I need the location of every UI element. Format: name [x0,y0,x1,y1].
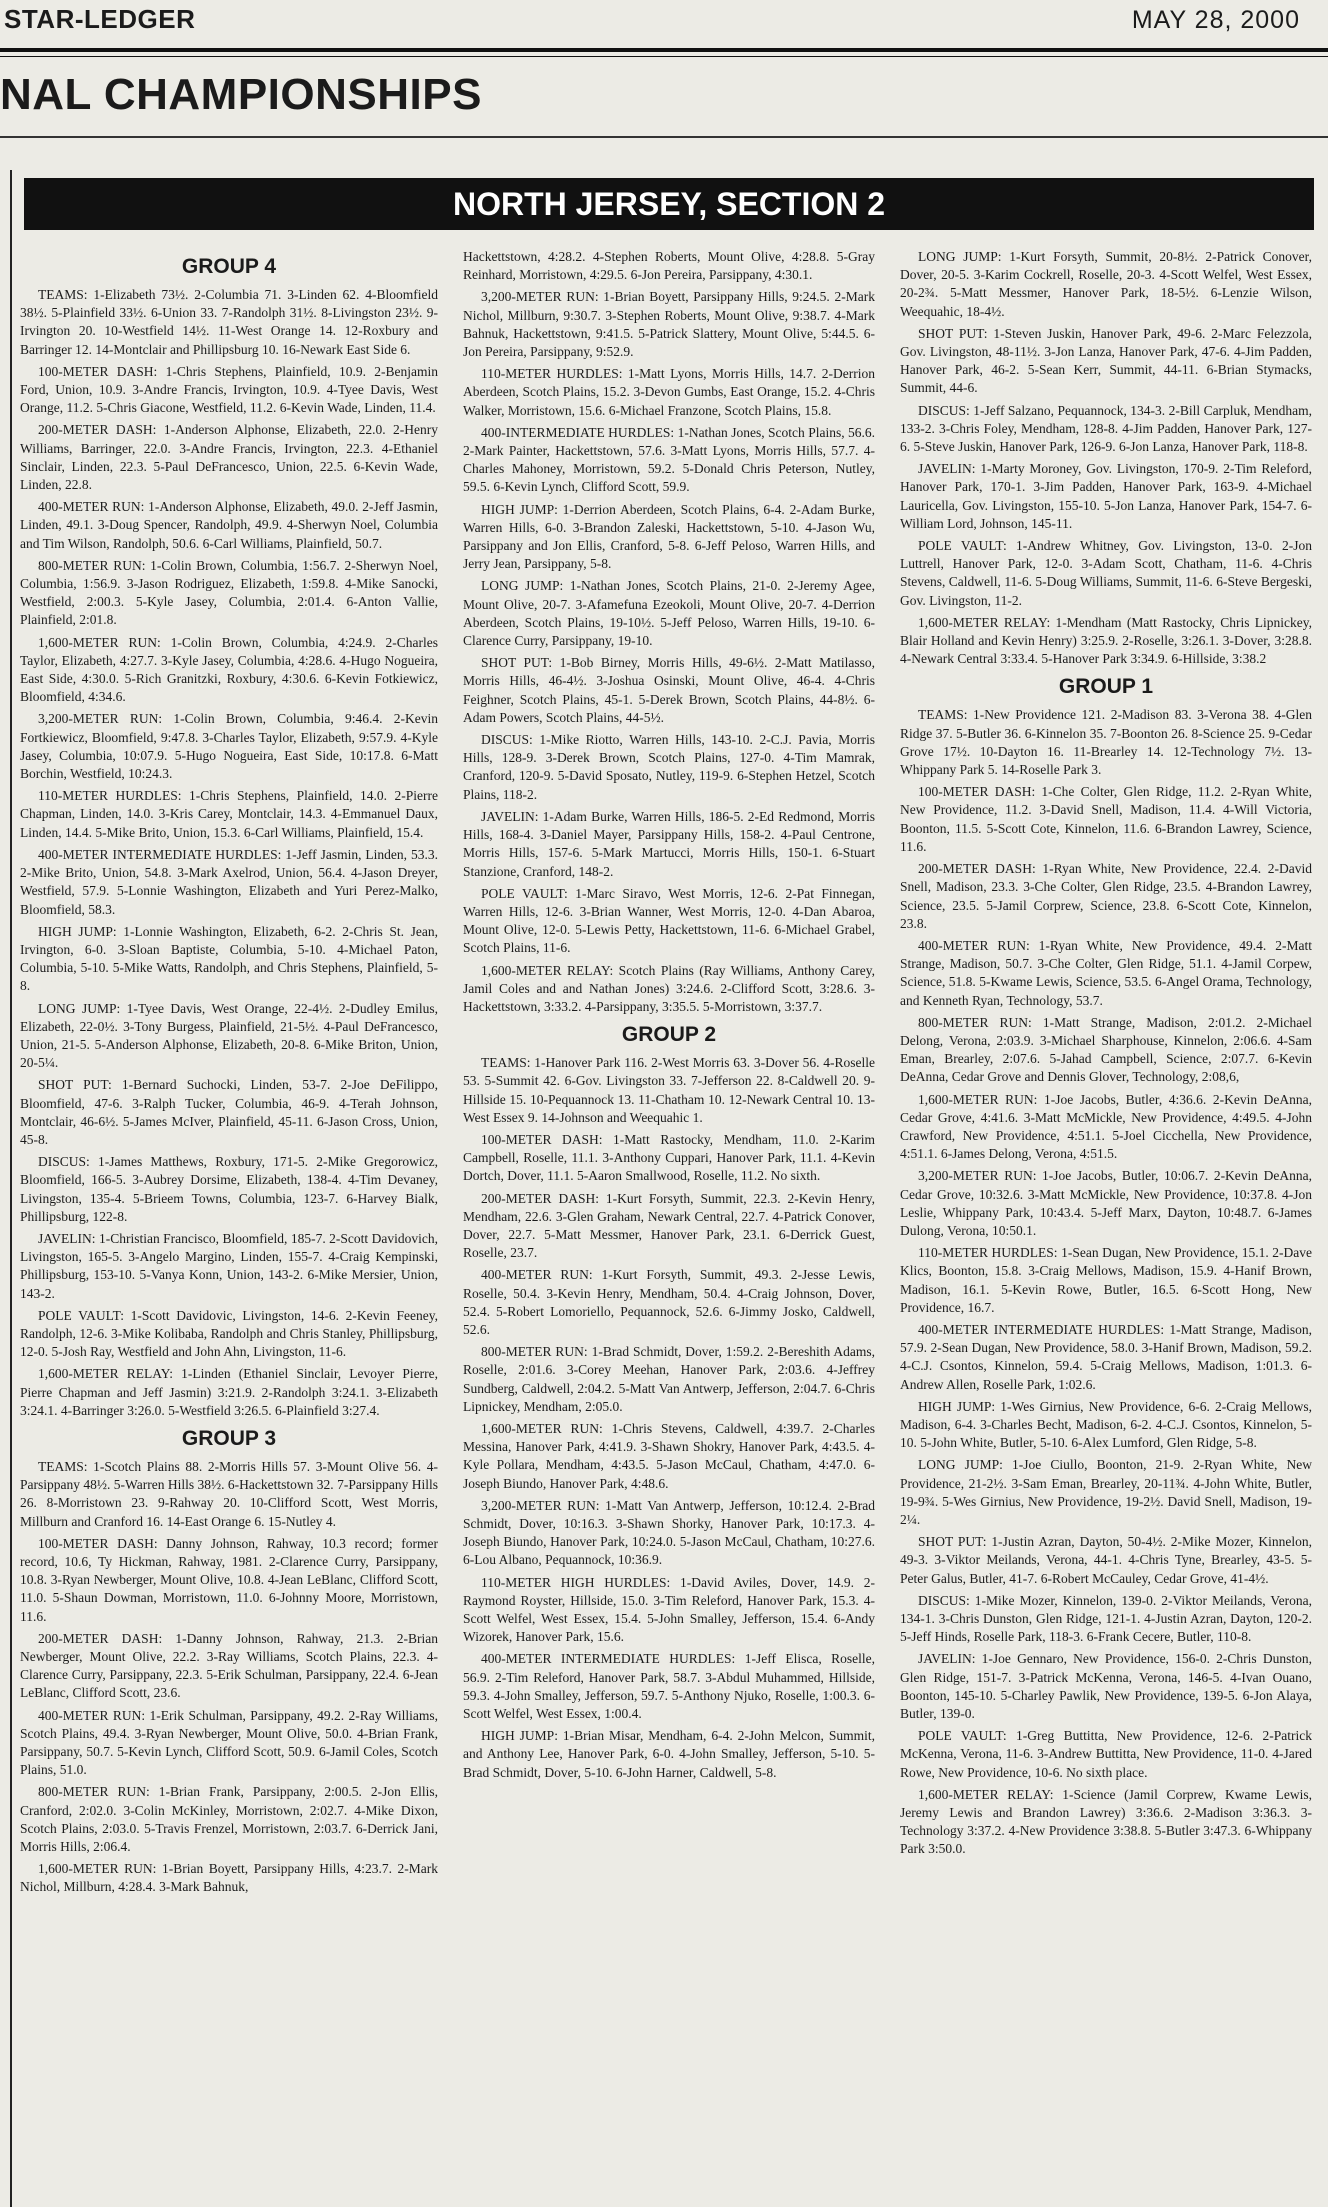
group-heading: GROUP 2 [621,1023,717,1047]
result-paragraph: 100-METER DASH: 1-Matt Rastocky, Mendham, 11.0. 2-Karim Campbell, Roselle, 11.1. 3-Anthony Cuppari, Hanover Park, 11.1. 4-Kevin Dortch, Dover, 11.1. 5-Aaron Smallwood, Roselle, 11.2. No sixth. [463,1131,875,1184]
result-paragraph: 200-METER DASH: 1-Danny Johnson, Rahway, 21.3. 2-Brian Newberger, Mount Olive, 22.2. 3-Ray Williams, Scotch Plains, 22.3. 4-Clarence Curry, Parsippany, 22.3. 5-Erik Schulman, Parsippany, 22.4. 6-Jean LeBlanc, Clifford Scott, 23.6. [20,1630,438,1701]
column-1 [20,248,438,1901]
result-paragraph: 1,600-METER RUN: 1-Chris Stevens, Caldwell, 4:39.7. 2-Charles Messina, Hanover Park, 4:41.9. 3-Shawn Shokry, Hanover Park, 4:43.5. 4-Kyle Pollara, Mendham, 4:43.5. 5-Jason McCaul, Chatham, 4:47.0. 6-Joseph Biundo, Hanover Park, 4:48.6. [463,1420,875,1491]
result-paragraph: DISCUS: 1-Mike Riotto, Warren Hills, 143-10. 2-C.J. Pavia, Morris Hills, 128-9. 3-Derek Brown, Scotch Plains, 127-0. 4-Tim Mamrak, Cranford, 120-9. 5-David Sposato, Nutley, 119-9. 6-Stephen Hetzel, Scotch Plains, 118-2. [463,732,875,802]
result-paragraph: 100-METER DASH: Danny Johnson, Rahway, 10.3 record; former record, 10.6, Ty Hickman, Rahway, 1981. 2-Clarence Curry, Parsippany, 10.8. 3-Ryan Newberger, Mount Olive, 10.8. 4-Jean LeBlanc, Clifford Scott, 11.0. 5-Shaun Dowman, Morristown, 11.0. 6-Johnny Moore, Morristown, 11.6. [20,1535,438,1624]
result-paragraph: 200-METER DASH: 1-Anderson Alphonse, Elizabeth, 22.0. 2-Henry Williams, Barringer, 22.0. 3-Andre Francis, Irvington, 22.3. 4-Ethaniel Sinclair, Linden, 22.3. 5-Paul DeFrancesco, Union, 22.5. 6-Kevin Wade, Linden, 22.8. [20,422,438,493]
headline-rule [0,136,1328,138]
result-paragraph: SHOT PUT: 1-Justin Azran, Dayton, 50-4½. 2-Mike Mozer, Kinnelon, 49-3. 3-Viktor Meilands, Verona, 44-1. 4-Chris Tyne, Brearley, 43-5. 5-Peter Galus, Butler, 41-7. 6-Robert McCauley, Cedar Grove, 41-4½. [900,1534,1312,1586]
result-paragraph: LONG JUMP: 1-Tyee Davis, West Orange, 22-4½. 2-Dudley Emilus, Elizabeth, 22-0½. 3-Tony Burgess, Plainfield, 21-5½. 4-Paul DeFrancesco, Union, 21-5. 5-Anderson Alphonse, Elizabeth, 20-8. 6-Mike Briton, Union, 20-5¼. [20,1000,438,1071]
result-paragraph: 800-METER RUN: 1-Brian Frank, Parsippany, 2:00.5. 2-Jon Ellis, Cranford, 2:02.0. 3-Colin McKinley, Morristown, 2:02.7. 4-Mike Dixon, Scotch Plains, 2:03.0. 5-Travis Frenzel, Morristown, 2:03.7. 6-Derrick Jani, Morris Hills, 2:06.4. [20,1784,438,1855]
result-paragraph: 110-METER HIGH HURDLES: 1-David Aviles, Dover, 14.9. 2-Raymond Royster, Hillside, 15.0. 3-Tim Releford, Hanover Park, 15.3. 4-Scott Welfel, West Essex, 15.4. 5-John Smalley, Jefferson, 15.4. 6-Andy Wizorek, Hanover Park, 15.6. [463,1574,875,1645]
result-paragraph: 1,600-METER RUN: 1-Colin Brown, Columbia, 4:24.9. 2-Charles Taylor, Elizabeth, 4:27.7. 3-Kyle Jasey, Columbia, 4:28.6. 4-Hugo Nogueira, East Side, 4:30.0. 5-Rich Granitzki, Roxbury, 4:30.6. 6-Kevin Fotkiewicz, Bloomfield, 4:34.6. [20,634,438,705]
group-heading: GROUP 1 [1058,675,1154,699]
page-headline: NAL CHAMPIONSHIPS [0,70,482,119]
result-paragraph: POLE VAULT: 1-Greg Buttitta, New Providence, 12-6. 2-Patrick McKenna, Verona, 11-6. 3-Andrew Buttitta, New Providence, 11-0. 4-Jared Rowe, New Providence, 10-6. No sixth place. [900,1728,1312,1780]
result-paragraph: JAVELIN: 1-Adam Burke, Warren Hills, 186-5. 2-Ed Redmond, Morris Hills, 168-4. 3-Daniel Mayer, Parsippany Hills, 158-2. 4-Paul Centrone, Morris Hills, 157-6. 5-Mark Martucci, Morris Hills, 150-1. 6-Stuart Stanzione, Cranford, 148-2. [463,808,875,879]
result-paragraph: LONG JUMP: 1-Nathan Jones, Scotch Plains, 21-0. 2-Jeremy Agee, Mount Olive, 20-7. 3-Afamefuna Ezeokoli, Mount Olive, 20-7. 4-Derrion Aberdeen, Scotch Plains, 19-10½. 5-Jeff Peloso, Warren Hills, 19-10. 6-Clarence Curry, Parsippany, 19-10. [463,578,875,649]
result-paragraph: 200-METER DASH: 1-Kurt Forsyth, Summit, 22.3. 2-Kevin Henry, Mendham, 22.6. 3-Glen Graham, Newark Central, 22.7. 4-Patrick Conover, Dover, 22.7. 5-Matt Messmer, Hanover Park, 23.1. 6-Derrick Guest, Roselle, 23.7. [463,1190,875,1261]
column-3 [900,248,1312,1863]
result-paragraph: 400-INTERMEDIATE HURDLES: 1-Nathan Jones, Scotch Plains, 56.6. 2-Mark Painter, Hackettstown, 57.6. 3-Matt Lyons, Morris Hills, 57.7. 4-Charles Mahoney, Morristown, 59.2. 5-Donald Chris Peterson, Nutley, 59.5. 6-Kevin Lynch, Clifford Scott, 59.9. [463,424,875,495]
result-paragraph: 1,600-METER RELAY: 1-Mendham (Matt Rastocky, Chris Lipnickey, Blair Holland and Kevin Henry) 3:25.9. 2-Roselle, 3:26.1. 3-Dover, 3:28.8. 4-Newark Central 3:33.4. 5-Hanover Park 3:34.9. 6-Hillside, 3:38.2 [900,614,1312,667]
result-paragraph: 3,200-METER RUN: 1-Colin Brown, Columbia, 9:46.4. 2-Kevin Fortkiewicz, Bloomfield, 9:47.8. 3-Charles Taylor, Elizabeth, 9:57.9. 4-Kyle Jasey, Columbia, 10:07.9. 5-Hugo Nogueira, East Side, 10:17.8. 6-Matt Borchin, Westfield, 10:24.3. [20,711,438,782]
issue-date: MAY 28, 2000 [1131,6,1300,34]
result-paragraph: DISCUS: 1-James Matthews, Roxbury, 171-5. 2-Mike Gregorowicz, Bloomfield, 166-5. 3-Aubrey Dorsime, Elizabeth, 138-4. 4-Tim Devaney, Livingston, 135-4. 5-Brieem Towns, Columbia, 123-7. 6-Harvey Bialk, Phillipsburg, 122-8. [20,1154,438,1224]
result-paragraph: 400-METER RUN: 1-Kurt Forsyth, Summit, 49.3. 2-Jesse Lewis, Roselle, 50.4. 3-Kevin Henry, Mendham, 50.4. 4-Craig Johnson, Dover, 52.4. 5-Robert Lomoriello, Pequannock, 52.6. 6-Jimmy Josko, Caldwell, 52.6. [463,1267,875,1337]
result-paragraph: POLE VAULT: 1-Marc Siravo, West Morris, 12-6. 2-Pat Finnegan, Warren Hills, 12-6. 3-Brian Wanner, West Morris, 12-0. 4-Dan Abaroa, Mount Olive, 12-0. 5-Lewis Petty, Hackettstown, 11-6. 6-Michael Grabel, Scotch Plains, 11-6. [463,885,875,956]
result-paragraph: POLE VAULT: 1-Andrew Whitney, Gov. Livingston, 13-0. 2-Jon Luttrell, Hanover Park, 12-0. 3-Adam Scott, Chatham, 11-6. 4-Chris Stevens, Caldwell, 11-6. 5-Doug Williams, Summit, 11-6. 6-Steve Bergeski, Gov. Livingston, 11-2. [900,538,1312,608]
group-heading: GROUP 4 [181,255,277,278]
masthead-thin-rule [0,56,1328,57]
result-paragraph: 1,600-METER RELAY: 1-Linden (Ethaniel Sinclair, Levoyer Pierre, Pierre Chapman and Jeff Jasmin) 3:21.9. 2-Randolph 3:24.1. 3-Elizabeth 3:24.1. 4-Barringer 3:26.0. 5-Westfield 3:26.5. 6-Plainfield 3:27.4. [20,1366,438,1418]
result-paragraph: 110-METER HURDLES: 1-Chris Stephens, Plainfield, 14.0. 2-Pierre Chapman, Linden, 14.0. 3-Kris Carey, Montclair, 14.3. 4-Emmanuel Daux, Linden, 14.4. 5-Mike Brito, Union, 15.3. 6-Carl Williams, Plainfield, 15.4. [20,788,438,840]
result-paragraph: 400-METER RUN: 1-Erik Schulman, Parsippany, 49.2. 2-Ray Williams, Scotch Plains, 49.4. 3-Ryan Newberger, Mount Olive, 50.0. 4-Brian Frank, Parsippany, 50.7. 5-Kevin Lynch, Clifford Scott, 50.9. 6-Jamil Coles, Scotch Plains, 51.0. [20,1707,438,1778]
result-paragraph: 400-METER INTERMEDIATE HURDLES: 1-Jeff Jasmin, Linden, 53.3. 2-Mike Brito, Union, 54.8. 3-Mark Axelrod, Union, 56.4. 4-Jason Dreyer, Westfield, 57.9. 5-Lonnie Washington, Elizabeth and Yuri Perez-Malko, Bloomfield, 58.3. [20,846,438,917]
result-paragraph: 110-METER HURDLES: 1-Matt Lyons, Morris Hills, 14.7. 2-Derrion Aberdeen, Scotch Plains, 15.2. 3-Devon Gumbs, East Orange, 15.2. 4-Chris Walker, Morristown, 15.6. 6-Michael Franzone, Scotch Plains, 15.8. [463,366,875,418]
result-paragraph: SHOT PUT: 1-Steven Juskin, Hanover Park, 49-6. 2-Marc Felezzola, Gov. Livingston, 48-11½. 3-Jon Lanza, Hanover Park, 47-6. 4-Jim Padden, Hanover Park, 46-2. 5-Sean Kerr, Summit, 44-11. 6-Brian Stymacks, Summit, 44-6. [900,325,1312,396]
result-paragraph: LONG JUMP: 1-Joe Ciullo, Boonton, 21-9. 2-Ryan White, New Providence, 21-2½. 3-Sam Eman, Brearley, 20-11¾. 4-John White, Butler, 19-9¾. 5-Wes Girnius, New Providence, 19-2½. David Snell, Madison, 19-2¼. [900,1457,1312,1527]
result-paragraph: HIGH JUMP: 1-Brian Misar, Mendham, 6-4. 2-John Melcon, Summit, and Anthony Lee, Hanover Park, 6-0. 4-John Smalley, Jefferson, 5-10. 5-Brad Schmidt, Dover, 5-10. 6-John Harner, Caldwell, 5-8. [463,1728,875,1780]
result-paragraph: 1,600-METER RELAY: Scotch Plains (Ray Williams, Anthony Carey, Jamil Coles and and Nathan Jones) 3:24.6. 2-Clifford Scott, 3:28.6. 3-Hackettstown, 3:33.2. 4-Parsippany, 3:35.5. 5-Morristown, 3:37.7. [463,962,875,1014]
result-paragraph: SHOT PUT: 1-Bernard Suchocki, Linden, 53-7. 2-Joe DeFilippo, Bloomfield, 47-6. 3-Ralph Tucker, Columbia, 46-9. 4-Terah Johnson, Montclair, 46-6½. 5-James McIver, Plainfield, 45-11. 6-Jason Cross, Union, 45-8. [20,1077,438,1147]
result-paragraph: 3,200-METER RUN: 1-Joe Jacobs, Butler, 10:06.7. 2-Kevin DeAnna, Cedar Grove, 10:32.6. 3-Matt McMickle, New Providence, 10:37.8. 4-Jon Leslie, Whippany Park, 10:43.4. 5-Jeff Marx, Dayton, 10:48.7. 6-James Dulong, Verona, 10:50.1. [900,1168,1312,1238]
result-paragraph: 800-METER RUN: 1-Brad Schmidt, Dover, 1:59.2. 2-Bereshith Adams, Roselle, 2:01.6. 3-Corey Meehan, Hanover Park, 2:03.6. 4-Jeffrey Sundberg, Caldwell, 2:04.2. 5-Matt Van Antwerp, Jefferson, 2:04.7. 6-Chris Lipnickey, Mendham, 2:05.0. [463,1344,875,1414]
result-paragraph: DISCUS: 1-Jeff Salzano, Pequannock, 134-3. 2-Bill Carpluk, Mendham, 133-2. 3-Chris Foley, Mendham, 128-8. 4-Jim Padden, Hanover Park, 127-6. 5-Steve Juskin, Hanover Park, 126-9. 6-Jon Lanza, Hanover Park, 118-8. [900,402,1312,455]
result-paragraph: 800-METER RUN: 1-Colin Brown, Columbia, 1:56.7. 2-Sherwyn Noel, Columbia, 1:56.9. 3-Jason Rodriguez, Elizabeth, 1:59.8. 4-Mike Sanocki, Westfield, 2:00.3. 5-Kyle Jasey, Columbia, 2:01.4. 6-Anton Vallie, Plainfield, 2:01.8. [20,557,438,628]
result-paragraph: POLE VAULT: 1-Scott Davidovic, Livingston, 14-6. 2-Kevin Feeney, Randolph, 12-6. 3-Mike Kolibaba, Randolph and Chris Stanley, Phillipsburg, 12-0. 5-Josh Ray, Westfield and John Ahn, Livingston, 11-6. [20,1307,438,1360]
result-paragraph: 3,200-METER RUN: 1-Brian Boyett, Parsippany Hills, 9:24.5. 2-Mark Nichol, Millburn, 9:30.7. 3-Stephen Roberts, Mount Olive, 9:38.7. 4-Mark Bahnuk, Hackettstown, 9:41.5. 5-Patrick Slattery, Mount Olive, 5:44.5. 6-Jon Pereira, Parsippany, 9:52.9. [463,289,875,360]
result-paragraph: Hackettstown, 4:28.2. 4-Stephen Roberts, Mount Olive, 4:28.8. 5-Gray Reinhard, Morristown, 4:29.5. 6-Jon Pereira, Parsippany, 4:30.1. [463,249,875,283]
result-paragraph: 1,600-METER RUN: 1-Joe Jacobs, Butler, 4:36.6. 2-Kevin DeAnna, Cedar Grove, 4:41.6. 3-Matt McMickle, New Providence, 4:49.5. 4-John Crawford, New Providence, 4:51.1. 5-Joel Cicchella, New Providence, 4:51.1. 6-James Delong, Verona, 4:51.5. [900,1091,1312,1162]
result-paragraph: LONG JUMP: 1-Kurt Forsyth, Summit, 20-8½. 2-Patrick Conover, Dover, 20-5. 3-Karim Cockrell, Roselle, 20-3. 4-Scott Welfel, West Essex, 20-2¾. 5-Matt Messmer, Hanover Park, 18-5½. 6-Lenzie Wilson, Weequahic, 18-4½. [900,249,1312,319]
result-paragraph: 400-METER RUN: 1-Ryan White, New Providence, 49.4. 2-Matt Strange, Madison, 50.7. 3-Che Colter, Glen Ridge, 51.1. 4-Jamil Corpew, Science, 51.8. 5-Kwame Lewis, Science, 53.5. 6-Angel Orama, Technology, and Kenneth Ryan, Technology, 53.7. [900,937,1312,1008]
result-paragraph: DISCUS: 1-Mike Mozer, Kinnelon, 139-0. 2-Viktor Meilands, Verona, 134-1. 3-Chris Dunston, Glen Ridge, 121-1. 4-Justin Azran, Dayton, 120-2. 5-Jeff Hinds, Roselle Park, 118-3. 6-Frank Cecere, Butler, 110-8. [900,1592,1312,1645]
result-paragraph: 3,200-METER RUN: 1-Matt Van Antwerp, Jefferson, 10:12.4. 2-Brad Schmidt, Dover, 10:16.3. 3-Shawn Shorky, Hanover Park, 10:17.3. 4-Joseph Biundo, Hanover Park, 10:24.0. 5-Jason McCaul, Chatham, 10:27.6. 6-Lou Albano, Pequannock, 10:36.9. [463,1497,875,1568]
result-paragraph: JAVELIN: 1-Joe Gennaro, New Providence, 156-0. 2-Chris Dunston, Glen Ridge, 151-7. 3-Patrick McKenna, Verona, 146-5. 4-Ivan Ouano, Boonton, 145-10. 5-Charley Pawlik, New Providence, 139-5. 6-Jon Alaya, Butler, 139-0. [900,1651,1312,1722]
result-paragraph: HIGH JUMP: 1-Derrion Aberdeen, Scotch Plains, 6-4. 2-Adam Burke, Warren Hills, 6-0. 3-Brandon Zaleski, Hackettstown, 5-10. 4-Jason Wu, Parsippany and Jon Ellis, Cranford, 5-8. 6-Jeff Peloso, Warren Hills, and Jerry Jean, Parsippany, 5-8. [463,501,875,572]
result-paragraph: SHOT PUT: 1-Bob Birney, Morris Hills, 49-6½. 2-Matt Matilasso, Morris Hills, 46-4½. 3-Joshua Osinski, Mount Olive, 46-4. 4-Chris Feighner, Scotch Plains, 45-1. 5-Derek Brown, Scotch Plains, 44-8½. 6-Adam Powers, Scotch Plains, 44-5½. [463,655,875,725]
result-paragraph: 400-METER INTERMEDIATE HURDLES: 1-Jeff Elisca, Roselle, 56.9. 2-Tim Releford, Hanover Park, 58.7. 3-Abdul Muhammed, Hillside, 59.3. 4-John Smalley, Jefferson, 59.7. 5-Anthony Njuko, Roselle, 1:00.3. 6-Scott Welfel, West Essex, 1:00.4. [463,1651,875,1722]
result-paragraph: HIGH JUMP: 1-Lonnie Washington, Elizabeth, 6-2. 2-Chris St. Jean, Irvington, 6-0. 3-Sloan Baptiste, Columbia, 5-10. 4-Michael Paton, Columbia, 5-10. 5-Mike Watts, Randolph, and Chris Stephens, Plainfield, 5-8. [20,923,438,994]
result-paragraph: 1,600-METER RELAY: 1-Science (Jamil Corprew, Kwame Lewis, Jeremy Lewis and Brandon Lawrey) 3:36.6. 2-Madison 3:36.3. 3-Technology 3:37.2. 4-New Providence 3:38.8. 5-Butler 3:47.3. 6-Whippany Park 3:50.0. [900,1786,1312,1857]
result-paragraph: 400-METER RUN: 1-Anderson Alphonse, Elizabeth, 49.0. 2-Jeff Jasmin, Linden, 49.1. 3-Doug Spencer, Randolph, 49.9. 4-Sherwyn Noel, Columbia and Tim Wilson, Randolph, 50.6. 6-Carl Williams, Plainfield, 50.7. [20,499,438,551]
result-paragraph: 800-METER RUN: 1-Matt Strange, Madison, 2:01.2. 2-Michael Delong, Verona, 2:03.9. 3-Michael Sharphouse, Kinnelon, 2:06.6. 4-Sam Eman, Brearley, 2:07.6. 5-Jahad Campbell, Science, 2:07.7. 6-Kevin DeAnna, Cedar Grove and Dennis Glover, Technology, 2:08,6, [900,1014,1312,1085]
result-paragraph: JAVELIN: 1-Marty Moroney, Gov. Livingston, 170-9. 2-Tim Releford, Hanover Park, 170-1. 3-Jim Padden, Hanover Park, 163-9. 4-Michael Lauricella, Gov. Livingston, 155-10. 5-Jon Lanza, Hanover Park, 154-7. 6-William Lord, Johnson, 145-11. [900,461,1312,531]
masthead [0,0,1328,52]
group-heading: GROUP 3 [181,1426,277,1450]
result-paragraph: 100-METER DASH: 1-Che Colter, Glen Ridge, 11.2. 2-Ryan White, New Providence, 11.2. 3-David Snell, Madison, 11.4. 4-Will Victoria, Boonton, 11.5. 5-Scott Cote, Kinnelon, 11.6. 6-Brandon Lawrey, Science, 11.6. [900,784,1312,854]
result-paragraph: TEAMS: 1-Hanover Park 116. 2-West Morris 63. 3-Dover 56. 4-Roselle 53. 5-Summit 42. 6-Gov. Livingston 33. 7-Jefferson 22. 8-Caldwell 20. 9-Hillside 15. 10-Pequannock 13. 11-Chatham 10. 12-Newark Central 10. 13-West Essex 9. 14-Johnson and Weequahic 1. [463,1055,875,1125]
newspaper-name: STAR-LEDGER [4,4,196,34]
result-paragraph: HIGH JUMP: 1-Wes Girnius, New Providence, 6-6. 2-Craig Mellows, Madison, 6-4. 3-Charles Becht, Madison, 6-2. 4-C.J. Csontos, Kinnelon, 5-10. 5-John White, Butler, 5-10. 6-Alex Lumford, Glen Ridge, 5-8. [900,1398,1312,1451]
result-paragraph: TEAMS: 1-Elizabeth 73½. 2-Columbia 71. 3-Linden 62. 4-Bloomfield 38½. 5-Plainfield 33½. 6-Union 33. 7-Randolph 31½. 8-Livingston 23½. 9-Irvington 20. 10-Westfield 14½. 11-West Orange 14. 12-Roxbury and Barringer 12. 14-Montclair and Phillipsburg 10. 16-Newark East Side 6. [20,287,438,357]
result-paragraph: TEAMS: 1-New Providence 121. 2-Madison 83. 3-Verona 38. 4-Glen Ridge 37. 5-Butler 36. 6-Kinnelon 35. 7-Boonton 26. 8-Science 25. 9-Cedar Grove 17½. 10-Dayton 16. 11-Brearley 14. 12-Technology 7½. 13-Whippany Park 5. 14-Roselle Park 3. [900,707,1312,778]
result-paragraph: 100-METER DASH: 1-Chris Stephens, Plainfield, 10.9. 2-Benjamin Ford, Union, 10.9. 3-Andre Francis, Irvington, 10.9. 4-Tyee Davis, West Orange, 11.2. 5-Chris Giacone, Westfield, 11.2. 6-Kevin Wade, Linden, 11.4. [20,363,438,416]
result-paragraph: 110-METER HURDLES: 1-Sean Dugan, New Providence, 15.1. 2-Dave Klics, Boonton, 15.8. 3-Craig Mellows, Madison, 15.9. 4-Hanif Brown, Madison, 16.1. 5-Kevin Rowe, Butler, 16.5. 6-Scott Hong, New Providence, 16.7. [900,1245,1312,1315]
column-2 [463,248,875,1786]
result-paragraph: JAVELIN: 1-Christian Francisco, Bloomfield, 185-7. 2-Scott Davidovich, Livingston, 165-5. 3-Angelo Margino, Linden, 155-7. 4-Craig Kempinski, Phillipsburg, 153-10. 5-Vanya Konn, Union, 143-2. 6-Mike Mersier, Union, 143-2. [20,1230,438,1301]
result-paragraph: 1,600-METER RUN: 1-Brian Boyett, Parsippany Hills, 4:23.7. 2-Mark Nichol, Millburn, 4:28.4. 3-Mark Bahnuk, [20,1861,438,1895]
section-banner: NORTH JERSEY, SECTION 2 [24,178,1314,230]
result-paragraph: TEAMS: 1-Scotch Plains 88. 2-Morris Hills 57. 3-Mount Olive 56. 4-Parsippany 48½. 5-Warren Hills 38½. 6-Hackettstown 32. 7-Parsippany Hills 26. 8-Morristown 23. 9-Rahway 20. 10-Clifford Scott, West Morris, Millburn and Cranford 16. 14-East Orange 6. 15-Nutley 4. [20,1458,438,1529]
left-column-rule [10,170,12,2207]
masthead-rule [0,48,1328,52]
result-paragraph: 200-METER DASH: 1-Ryan White, New Providence, 22.4. 2-David Snell, Madison, 23.3. 3-Che Colter, Glen Ridge, 23.5. 4-Brandon Lawrey, Science, 23.5. 5-Jamil Corprew, Science, 23.8. 6-Scott Cote, Kinnelon, 23.8. [900,861,1312,931]
result-paragraph: 400-METER INTERMEDIATE HURDLES: 1-Matt Strange, Madison, 57.9. 2-Sean Dugan, New Providence, 58.0. 3-Hanif Brown, Madison, 59.2. 4-C.J. Csontos, Kinnelon, 59.4. 5-Craig Mellows, Madison, 1:01.3. 6-Andrew Allen, Roselle Park, 1:02.6. [900,1321,1312,1392]
